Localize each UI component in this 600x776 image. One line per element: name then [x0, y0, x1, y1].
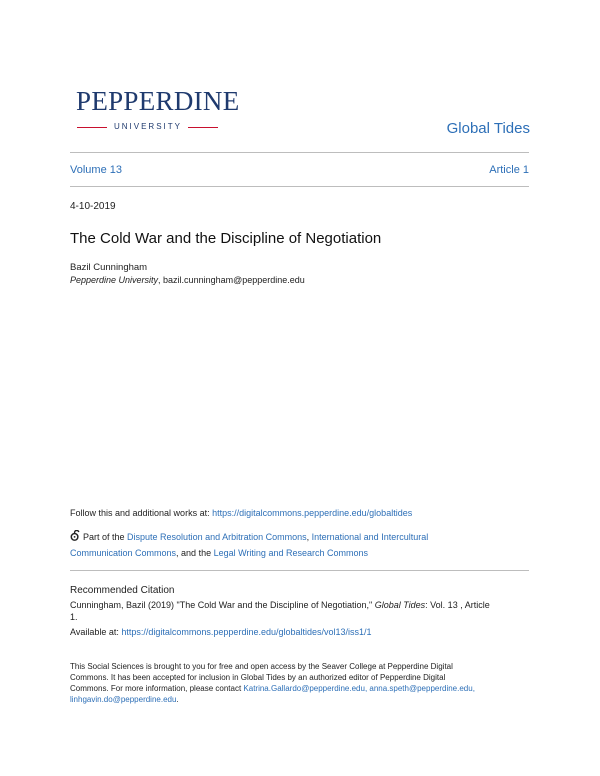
notice-end: .: [176, 695, 179, 704]
partof-sep-1: ,: [306, 532, 312, 542]
volume-link[interactable]: Volume 13: [70, 164, 122, 176]
part-of-block: [70, 529, 530, 561]
citation-text: [70, 599, 532, 623]
available-url-link[interactable]: https://digitalcommons.pepperdine.edu/globaltides/vol13/iss1/1: [121, 627, 372, 637]
recommended-citation-heading: Recommended Citation: [70, 585, 175, 596]
author-email: , bazil.cunningham@pepperdine.edu: [158, 275, 305, 285]
open-access-icon: [70, 530, 81, 541]
available-at-line: [70, 626, 372, 638]
follow-url-link[interactable]: https://digitalcommons.pepperdine.edu/globaltides: [212, 508, 413, 518]
publication-date: 4-10-2019: [70, 201, 116, 212]
intercultural-commons-link-part2[interactable]: Communication Commons: [70, 548, 177, 558]
partof-prefix: Part of the: [83, 532, 128, 542]
divider-top: [70, 152, 529, 153]
pepperdine-logo-wordmark: PEPPERDINE: [76, 86, 240, 116]
contact-email-link-2[interactable]: linhgavin.do@pepperdine.edu: [70, 695, 177, 704]
notice-line3-prefix: Commons. For more information, please contact: [70, 684, 244, 693]
partof-sep-2: , and the: [176, 548, 214, 558]
legal-writing-commons-link[interactable]: Legal Writing and Research Commons: [213, 548, 368, 558]
logo-rule-right: [188, 127, 218, 128]
citation-post: : Vol. 13 , Article: [425, 600, 490, 610]
citation-pre: Cunningham, Bazil (2019) "The Cold War and the Discipline of Negotiation,": [70, 600, 375, 610]
affiliation-name: Pepperdine University: [70, 275, 159, 285]
author-affiliation: [70, 274, 305, 286]
notice-line2: Commons. It has been accepted for inclusion in Global Tides by an authorized editor of Pepperdine Digital: [70, 673, 446, 682]
journal-title-link[interactable]: Global Tides: [446, 120, 530, 137]
contact-emails-link[interactable]: Katrina.Gallardo@pepperdine.edu, anna.speth@pepperdine.edu,: [243, 684, 475, 693]
open-access-notice: [70, 661, 532, 705]
citation-line2: 1.: [70, 612, 78, 622]
divider-citation: [70, 570, 529, 571]
divider-issue: [70, 186, 529, 187]
follow-line: [70, 507, 412, 519]
paper-title: The Cold War and the Discipline of Negotiation: [70, 230, 382, 247]
author-name: Bazil Cunningham: [70, 262, 148, 273]
notice-line1: This Social Sciences is brought to you for free and open access by the Seaver College at Pepperdine Digital: [70, 662, 453, 671]
dispute-resolution-commons-link[interactable]: Dispute Resolution and Arbitration Commons: [127, 532, 307, 542]
intercultural-commons-link-part1[interactable]: International and Intercultural: [311, 532, 429, 542]
logo-rule-left: [77, 127, 107, 128]
pepperdine-logo-subtitle: UNIVERSITY: [113, 122, 182, 131]
available-prefix: Available at:: [70, 627, 122, 637]
citation-journal: Global Tides: [374, 600, 426, 610]
article-link[interactable]: Article 1: [489, 164, 529, 176]
follow-prefix: Follow this and additional works at:: [70, 508, 213, 518]
